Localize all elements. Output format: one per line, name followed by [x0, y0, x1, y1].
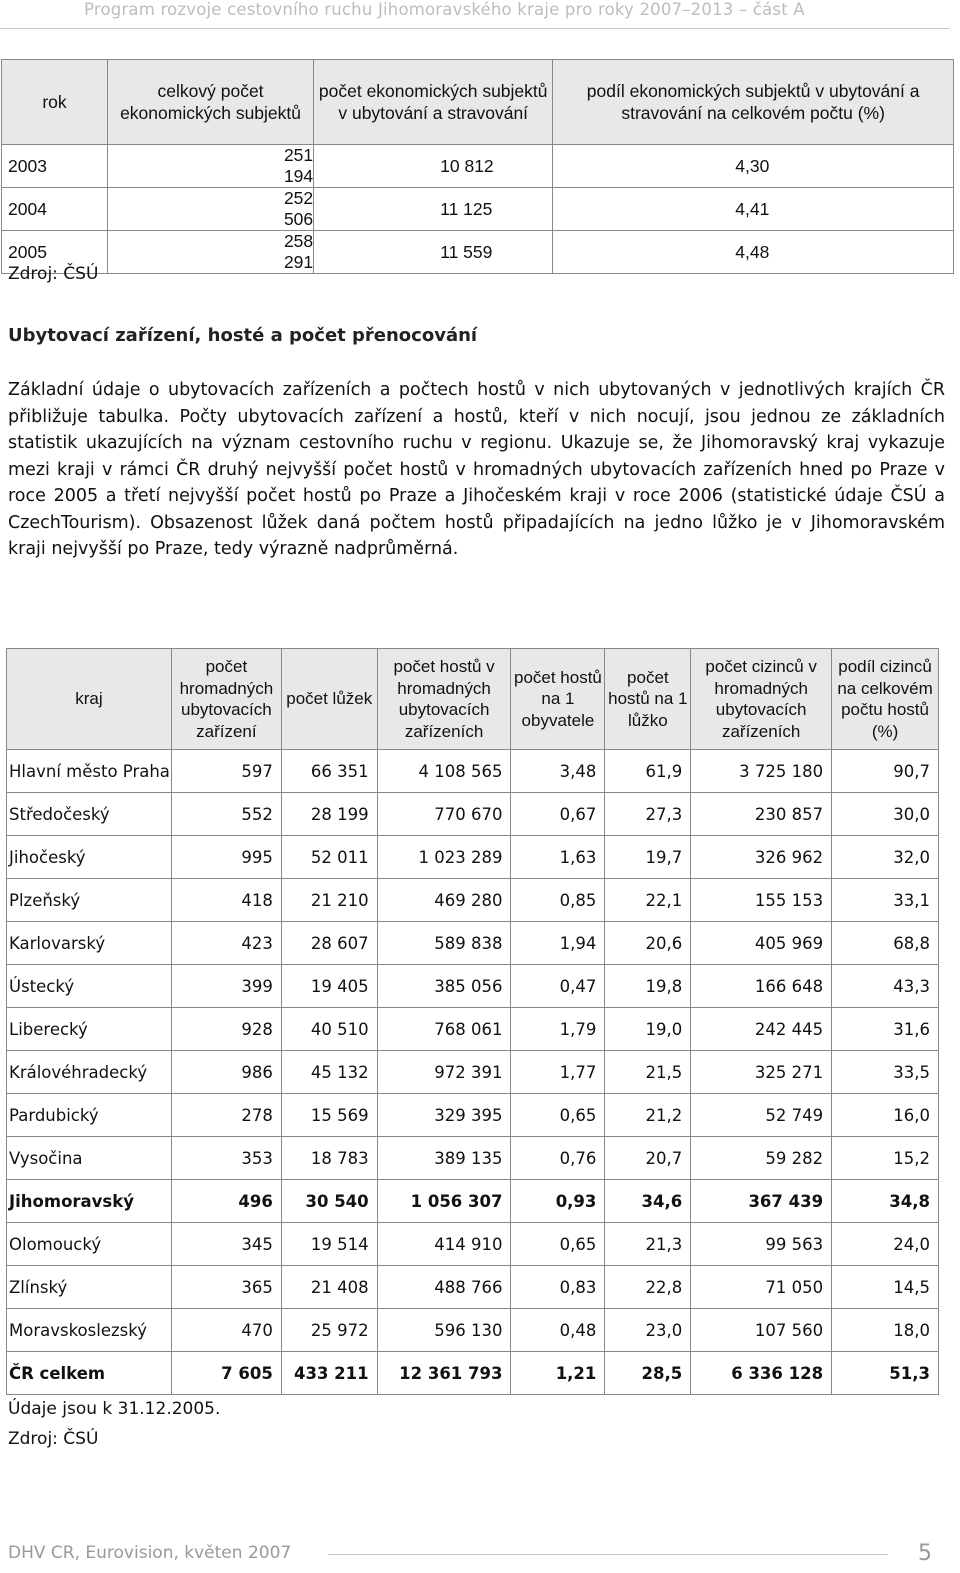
- table2-cell: 52 749: [691, 1094, 832, 1137]
- table2-cell: 972 391: [377, 1051, 511, 1094]
- table2-cell: 22,1: [605, 879, 691, 922]
- table2-cell: 61,9: [605, 750, 691, 793]
- table1-header-row: [2, 60, 954, 145]
- table1-cell: 2003: [2, 145, 108, 188]
- table2-cell: 325 271: [691, 1051, 832, 1094]
- table2-cell: 19,8: [605, 965, 691, 1008]
- table2-cell: 24,0: [832, 1223, 939, 1266]
- table1-cell: 10 812: [314, 145, 553, 188]
- table2-cell: 18 783: [281, 1137, 377, 1180]
- table2-cell: 68,8: [832, 922, 939, 965]
- region-name-cell: Vysočina: [7, 1137, 172, 1180]
- table1-cell: 251 194: [107, 145, 313, 188]
- table2-header-cell: počet hromadných ubytovacích zařízení: [171, 649, 281, 750]
- table1-body: [2, 145, 954, 274]
- table2-cell: 496: [171, 1180, 281, 1223]
- table2-cell: 353: [171, 1137, 281, 1180]
- table1-cell: 4,30: [553, 145, 954, 188]
- table2-cell: 326 962: [691, 836, 832, 879]
- table2-cell: 28 199: [281, 793, 377, 836]
- table2-cell: 423: [171, 922, 281, 965]
- table2-cell: 768 061: [377, 1008, 511, 1051]
- table2-cell: 986: [171, 1051, 281, 1094]
- table1-row: [2, 145, 954, 188]
- table2-cell: 19,7: [605, 836, 691, 879]
- table2-cell: 0,83: [511, 1266, 605, 1309]
- table2-cell: 3,48: [511, 750, 605, 793]
- table2-cell: 4 108 565: [377, 750, 511, 793]
- table1-cell: 252 506: [107, 188, 313, 231]
- table2-cell: 28,5: [605, 1352, 691, 1395]
- table2-cell: 0,93: [511, 1180, 605, 1223]
- table2-cell: 155 153: [691, 879, 832, 922]
- table1-cell: 2005: [2, 231, 108, 274]
- table2-row: [7, 1266, 939, 1309]
- table2-cell: 6 336 128: [691, 1352, 832, 1395]
- table2-cell: 3 725 180: [691, 750, 832, 793]
- table2-cell: 30,0: [832, 793, 939, 836]
- table2-row: [7, 1352, 939, 1395]
- table2-header-cell: počet hostů v hromadných ubytovacích zařízeních: [377, 649, 511, 750]
- table2-cell: 43,3: [832, 965, 939, 1008]
- table2-header-row: [7, 649, 939, 750]
- region-name-cell: Středočeský: [7, 793, 172, 836]
- region-name-cell: Olomoucký: [7, 1223, 172, 1266]
- table2-cell: 433 211: [281, 1352, 377, 1395]
- region-name-cell: Liberecký: [7, 1008, 172, 1051]
- table2-cell: 51,3: [832, 1352, 939, 1395]
- table2-cell: 0,47: [511, 965, 605, 1008]
- table2-cell: 27,3: [605, 793, 691, 836]
- table2-row: [7, 750, 939, 793]
- table2-row: [7, 793, 939, 836]
- table1-header-cell: podíl ekonomických subjektů v ubytování a stravování na celkovém počtu (%): [553, 60, 954, 145]
- table2-cell: 21,2: [605, 1094, 691, 1137]
- table2-cell: 21,3: [605, 1223, 691, 1266]
- table2-row: [7, 1051, 939, 1094]
- table1-header-cell: počet ekonomických subjektů v ubytování a stravování: [314, 60, 553, 145]
- footer-credit: DHV CR, Eurovision, květen 2007: [8, 1543, 292, 1563]
- table2-cell: 28 607: [281, 922, 377, 965]
- table2-cell: 7 605: [171, 1352, 281, 1395]
- table2-cell: 34,6: [605, 1180, 691, 1223]
- table2-row: [7, 1180, 939, 1223]
- table2-row: [7, 1223, 939, 1266]
- table2-cell: 0,85: [511, 879, 605, 922]
- region-name-cell: ČR celkem: [7, 1352, 172, 1395]
- table2-cell: 365: [171, 1266, 281, 1309]
- table2-cell: 45 132: [281, 1051, 377, 1094]
- table2-cell: 66 351: [281, 750, 377, 793]
- table2-cell: 59 282: [691, 1137, 832, 1180]
- table1-cell: 11 125: [314, 188, 553, 231]
- table2-cell: 469 280: [377, 879, 511, 922]
- table2-cell: 928: [171, 1008, 281, 1051]
- region-name-cell: Jihočeský: [7, 836, 172, 879]
- table2-cell: 19 514: [281, 1223, 377, 1266]
- table2-cell: 242 445: [691, 1008, 832, 1051]
- region-name-cell: Pardubický: [7, 1094, 172, 1137]
- region-name-cell: Jihomoravský: [7, 1180, 172, 1223]
- region-name-cell: Moravskoslezský: [7, 1309, 172, 1352]
- table2-cell: 597: [171, 750, 281, 793]
- table2-cell: 21 408: [281, 1266, 377, 1309]
- table2-source: Zdroj: ČSÚ: [8, 1429, 99, 1449]
- table2-cell: 25 972: [281, 1309, 377, 1352]
- table2-header-cell: počet cizinců v hromadných ubytovacích zařízeních: [691, 649, 832, 750]
- table1-cell: 11 559: [314, 231, 553, 274]
- table2-cell: 329 395: [377, 1094, 511, 1137]
- table2-cell: 405 969: [691, 922, 832, 965]
- table2-body: [7, 750, 939, 1395]
- table2-cell: 19,0: [605, 1008, 691, 1051]
- table2-cell: 385 056: [377, 965, 511, 1008]
- table2-cell: 90,7: [832, 750, 939, 793]
- table2-row: [7, 965, 939, 1008]
- table2-cell: 389 135: [377, 1137, 511, 1180]
- table2-cell: 1 056 307: [377, 1180, 511, 1223]
- region-name-cell: Plzeňský: [7, 879, 172, 922]
- table2-cell: 20,7: [605, 1137, 691, 1180]
- table2-cell: 30 540: [281, 1180, 377, 1223]
- table2-cell: 488 766: [377, 1266, 511, 1309]
- table2-cell: 33,5: [832, 1051, 939, 1094]
- table2-row: [7, 836, 939, 879]
- table2-cell: 15 569: [281, 1094, 377, 1137]
- table2-cell: 21 210: [281, 879, 377, 922]
- table2-cell: 21,5: [605, 1051, 691, 1094]
- table2-cell: 414 910: [377, 1223, 511, 1266]
- table2-cell: 345: [171, 1223, 281, 1266]
- table1-cell: 258 291: [107, 231, 313, 274]
- table2-cell: 596 130: [377, 1309, 511, 1352]
- table2-cell: 1,21: [511, 1352, 605, 1395]
- table2-cell: 15,2: [832, 1137, 939, 1180]
- table2-row: [7, 879, 939, 922]
- table2-header-cell: počet hostů na 1 lůžko: [605, 649, 691, 750]
- table2-cell: 418: [171, 879, 281, 922]
- table2-cell: 20,6: [605, 922, 691, 965]
- table2-cell: 18,0: [832, 1309, 939, 1352]
- table2-cell: 99 563: [691, 1223, 832, 1266]
- table2-cell: 589 838: [377, 922, 511, 965]
- table1-row: [2, 231, 954, 274]
- table2-cell: 552: [171, 793, 281, 836]
- table2-cell: 995: [171, 836, 281, 879]
- table2-cell: 1,79: [511, 1008, 605, 1051]
- table1-header-cell: celkový počet ekonomických subjektů: [107, 60, 313, 145]
- table2-cell: 32,0: [832, 836, 939, 879]
- data-date-note: Údaje jsou k 31.12.2005.: [8, 1399, 221, 1419]
- economic-subjects-table: [1, 59, 954, 274]
- table2-cell: 22,8: [605, 1266, 691, 1309]
- table2-cell: 0,48: [511, 1309, 605, 1352]
- table2-cell: 230 857: [691, 793, 832, 836]
- table2-cell: 52 011: [281, 836, 377, 879]
- table2-cell: 0,67: [511, 793, 605, 836]
- accommodation-by-region-table: [6, 648, 939, 1395]
- region-name-cell: Hlavní město Praha: [7, 750, 172, 793]
- table2-cell: 770 670: [377, 793, 511, 836]
- table2-header-cell: podíl cizinců na celkovém počtu hostů (%): [832, 649, 939, 750]
- section-paragraph: Základní údaje o ubytovacích zařízeních a počtech hostů v nich ubytovaných v jednotlivých krajích ČR přibližuje tabulka. Počty ubytovacích zařízení a hostů, kteří v nich nocují, jsou jednou ze základních statistik ukazujících na význam cestovního ruchu v regionu. Ukazuje se, že Jihomoravský kraj vykazuje mezi kraji v rámci ČR druhý nejvyšší počet hostů v hromadných ubytovacích zařízeních hned po Praze v roce 2005 a třetí nejvyšší počet hostů po Praze a Jihočeském kraji v roce 2006 (statistické údaje ČSÚ a CzechTourism). Obsazenost lůžek daná počtem hostů připadajících na jedno lůžko je v Jihomoravském kraji nejvyšší po Praze, tedy výrazně nadprůměrná.: [8, 380, 945, 559]
- table2-cell: 12 361 793: [377, 1352, 511, 1395]
- running-header: Program rozvoje cestovního ruchu Jihomoravského kraje pro roky 2007–2013 – část A: [84, 0, 805, 19]
- table2-cell: 367 439: [691, 1180, 832, 1223]
- table1-cell: 4,48: [553, 231, 954, 274]
- region-name-cell: Ústecký: [7, 965, 172, 1008]
- table2-cell: 0,76: [511, 1137, 605, 1180]
- table2-row: [7, 1094, 939, 1137]
- table2-cell: 31,6: [832, 1008, 939, 1051]
- table2-row: [7, 1137, 939, 1180]
- table2-cell: 14,5: [832, 1266, 939, 1309]
- table2-cell: 470: [171, 1309, 281, 1352]
- table2-row: [7, 1008, 939, 1051]
- region-name-cell: Zlínský: [7, 1266, 172, 1309]
- table2-cell: 0,65: [511, 1223, 605, 1266]
- table2-cell: 23,0: [605, 1309, 691, 1352]
- region-name-cell: Královéhradecký: [7, 1051, 172, 1094]
- region-name-cell: Karlovarský: [7, 922, 172, 965]
- table1-cell: 2004: [2, 188, 108, 231]
- table2-cell: 278: [171, 1094, 281, 1137]
- section-heading: Ubytovací zařízení, hosté a počet přenocování: [8, 325, 478, 346]
- table2-cell: 16,0: [832, 1094, 939, 1137]
- table2-cell: 1,63: [511, 836, 605, 879]
- table2-cell: 107 560: [691, 1309, 832, 1352]
- table2-cell: 40 510: [281, 1008, 377, 1051]
- table2-cell: 166 648: [691, 965, 832, 1008]
- footer-divider: [328, 1554, 888, 1555]
- table2-cell: 1 023 289: [377, 836, 511, 879]
- table1-header-cell: rok: [2, 60, 108, 145]
- table2-header-cell: počet hostů na 1 obyvatele: [511, 649, 605, 750]
- table2-cell: 1,77: [511, 1051, 605, 1094]
- table2-cell: 1,94: [511, 922, 605, 965]
- table2-cell: 34,8: [832, 1180, 939, 1223]
- page-number: 5: [918, 1541, 932, 1566]
- header-divider: [0, 28, 950, 29]
- table2-row: [7, 922, 939, 965]
- table2-cell: 19 405: [281, 965, 377, 1008]
- table1-row: [2, 188, 954, 231]
- table1-cell: 4,41: [553, 188, 954, 231]
- table2-cell: 33,1: [832, 879, 939, 922]
- table2-row: [7, 1309, 939, 1352]
- table2-cell: 399: [171, 965, 281, 1008]
- table1-source: Zdroj: ČSÚ: [8, 264, 99, 284]
- table2-header-cell: kraj: [7, 649, 172, 750]
- table2-cell: 0,65: [511, 1094, 605, 1137]
- table2-header-cell: počet lůžek: [281, 649, 377, 750]
- table2-cell: 71 050: [691, 1266, 832, 1309]
